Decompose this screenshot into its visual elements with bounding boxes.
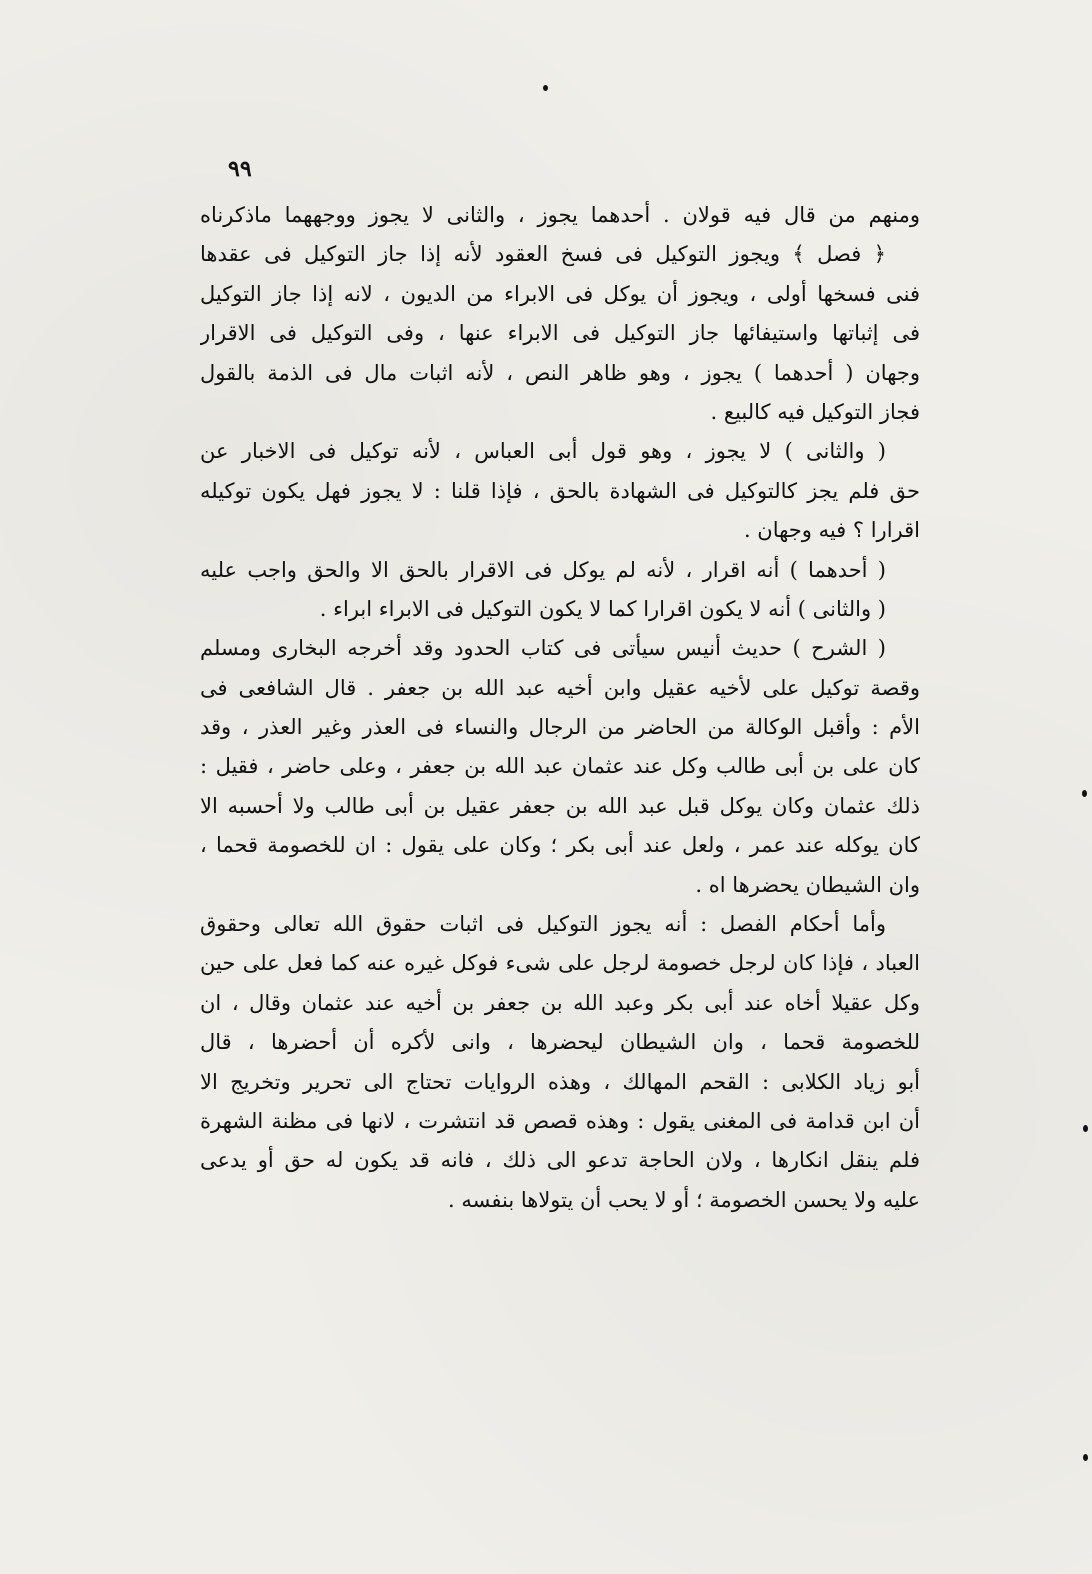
text-line: وقصة توكيل على لأخيه عقيل وابن أخيه عبد الله بن جعفر . قال الشافعى فى	[200, 675, 920, 700]
text-line: أبو زياد الكلابى : القحم المهالك ، وهذه الروايات تحتاج الى تحرير وتخريج الا	[200, 1069, 920, 1094]
text-line: ومنهم من قال فيه قولان . أحدهما يجوز ، والثانى لا يجوز ووجههما ماذكرناه	[200, 203, 920, 227]
text-line: ( أحدهما ) أنه اقرار ، لأنه لم يوكل فى الاقرار بالحق الا والحق واجب عليه	[200, 557, 886, 582]
text-line: كان على بن أبى طالب وكل عند عثمان عبد الله بن جعفر ، وعلى حاضر ، فقيل :	[200, 754, 920, 779]
text-line: فى إثباتها واستيفائها جاز التوكيل فى الابراء عنها ، وفى التوكيل فى الاقرار	[200, 321, 920, 346]
text-line: فجاز التوكيل فيه كالبيع .	[710, 399, 920, 424]
ink-speck	[1082, 790, 1087, 797]
text-line: وكل عقيلا أخاه عند أبى بكر وعبد الله بن جعفر بن أخيه عند عثمان وقال ، ان	[200, 990, 920, 1015]
text-line: الأم : وأقبل الوكالة من الحاضر من الرجال والنساء فى العذر وغير العذر ، وقد	[200, 715, 920, 740]
text-line: وجهان ( أحدهما ) يجوز ، وهو ظاهر النص ، لأنه اثبات مال فى الذمة بالقول	[200, 360, 920, 385]
text-line: ( والثانى ) أنه لا يكون اقرارا كما لا يكون التوكيل فى الابراء ابراء .	[319, 596, 886, 621]
text-line: العباد ، فإذا كان لرجل خصومة لرجل على شىء فوكل غيره عنه كما فعل على حين	[200, 951, 920, 976]
text-line: عليه ولا يحسن الخصومة ؛ أو لا يحب أن يتولاها بنفسه .	[448, 1187, 920, 1212]
text-line: للخصومة قحما ، وان الشيطان ليحضرها ، وانى لأكره أن أحضرها ، قال	[200, 1030, 920, 1055]
text-line: أن ابن قدامة فى المغنى يقول : وهذه قصص قد انتشرت ، لانها فى مظنة الشهرة	[200, 1108, 920, 1133]
body-text	[200, 196, 920, 1220]
text-line: فنى فسخها أولى ، ويجوز أن يوكل فى الابراء من الديون ، لانه إذا جاز التوكيل	[200, 281, 920, 306]
text-line: اقرارا ؟ فيه وجهان .	[743, 518, 920, 543]
text-line: وأما أحكام الفصل : أنه يجوز التوكيل فى اثبات حقوق الله تعالى وحقوق	[200, 912, 886, 937]
text-line: فلم ينقل انكارها ، ولان الحاجة تدعو الى ذلك ، فانه قد يكون له حق أو يدعى	[200, 1148, 920, 1173]
text-line: ذلك عثمان وكان يوكل قبل عبد الله بن جعفر عقيل بن أبى طالب ولا أحسبه الا	[200, 793, 920, 818]
text-line: ﴿ فصل ﴾ ويجوز التوكيل فى فسخ العقود لأنه إذا جاز التوكيل فى عقدها	[200, 242, 886, 267]
text-line: ( الشرح ) حديث أنيس سيأتى فى كتاب الحدود وقد أخرجه البخارى ومسلم	[200, 636, 886, 661]
text-line: كان يوكله عند عمر ، ولعل عند أبى بكر ؛ وكان على يقول : ان للخصومة قحما ،	[200, 833, 920, 858]
text-line: ( والثانى ) لا يجوز ، وهو قول أبى العباس ، لأنه توكيل فى الاخبار عن	[200, 439, 886, 464]
text-line: وان الشيطان يحضرها اه .	[695, 872, 920, 897]
ink-speck	[543, 85, 548, 91]
ink-speck	[1083, 1125, 1088, 1132]
ink-speck	[1083, 1454, 1088, 1461]
text-line: حق فلم يجز كالتوكيل فى الشهادة بالحق ، فإذا قلنا : لا يجوز فهل يكون توكيله	[200, 478, 920, 503]
page-number: ٩٩	[228, 156, 252, 182]
